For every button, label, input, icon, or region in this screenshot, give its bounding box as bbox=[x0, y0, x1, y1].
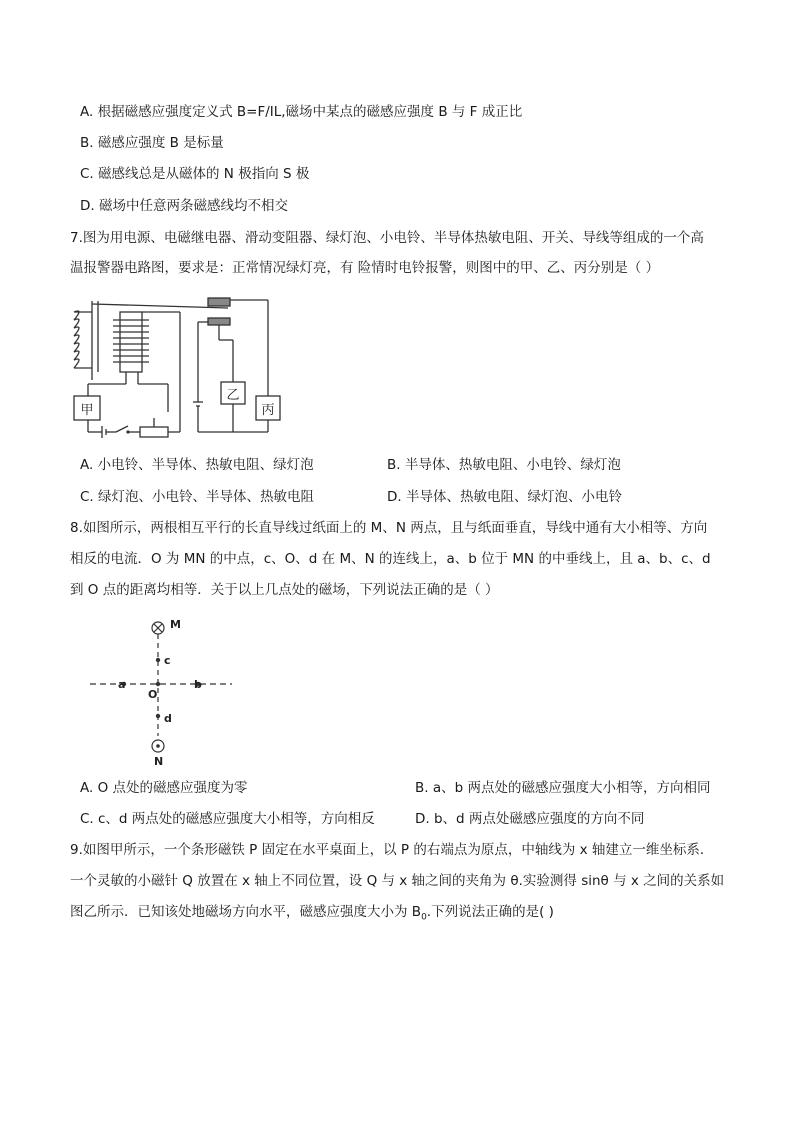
label-n: N bbox=[154, 755, 164, 768]
q6-option-c: C. 磁感线总是从磁体的 N 极指向 S 极 bbox=[80, 166, 310, 182]
q8-stem-line-1: 8.如图所示，两根相互平行的长直导线过纸面上的 M、N 两点，且与纸面垂直，导线中通有大小相等、方向 bbox=[70, 520, 708, 536]
q6-option-d: D. 磁场中任意两条磁感线均不相交 bbox=[80, 198, 288, 214]
q9-stem-line-2: 一个灵敏的小磁针 Q 放置在 x 轴上不同位置，设 Q 与 x 轴之间的夹角为 θ.实验测得 sinθ 与 x 之间的关系如 bbox=[70, 873, 725, 889]
label-a: a bbox=[118, 678, 126, 691]
q9-b0-subscript: 0 bbox=[421, 912, 427, 923]
q8-option-b: B. a、b 两点处的磁感应强度大小相等，方向相同 bbox=[415, 780, 711, 796]
label-c: c bbox=[164, 654, 171, 667]
label-o: O bbox=[148, 688, 158, 701]
q8-magnetic-field-diagram bbox=[86, 612, 236, 770]
q6-option-b: B. 磁感应强度 B 是标量 bbox=[80, 135, 224, 151]
q7-stem-line-2: 温报警器电路图，要求是：正常情况绿灯亮，有 险情时电铃报警，则图中的甲、乙、丙分别是（ ） bbox=[70, 260, 660, 276]
label-b: b bbox=[194, 678, 202, 691]
q8-option-d: D. b、d 两点处磁感应强度的方向不同 bbox=[415, 811, 645, 827]
label-bing: 丙 bbox=[261, 403, 275, 418]
q8-stem-line-2: 相反的电流．O 为 MN 的中点，c、O、d 在 M、N 的连线上，a、b 位于 MN 的中垂线上，且 a、b、c、d bbox=[70, 551, 711, 567]
label-d: d bbox=[164, 712, 172, 725]
q7-option-d: D. 半导体、热敏电阻、绿灯泡、小电铃 bbox=[387, 489, 622, 505]
q9-stem-line-3-text: 图乙所示．已知该处地磁场方向水平，磁感应强度大小为 B bbox=[70, 904, 422, 920]
q9-stem-line-3-end: .下列说法正确的是( ) bbox=[426, 904, 554, 920]
q9-stem-line-3 bbox=[70, 902, 554, 928]
q8-option-a: A. O 点处的磁感应强度为零 bbox=[80, 780, 248, 796]
q7-option-b: B. 半导体、热敏电阻、小电铃、绿灯泡 bbox=[387, 457, 621, 473]
q7-stem-line-1: 7.图为用电源、电磁继电器、滑动变阻器、绿灯泡、小电铃、半导体热敏电阻、开关、导线等组成的一个高 bbox=[70, 230, 704, 246]
q7-circuit-diagram bbox=[68, 292, 290, 444]
label-yi: 乙 bbox=[226, 388, 240, 403]
q6-option-a: A. 根据磁感应强度定义式 B=F/IL,磁场中某点的磁感应强度 B 与 F 成正比 bbox=[80, 104, 523, 120]
q7-option-c: C. 绿灯泡、小电铃、半导体、热敏电阻 bbox=[80, 489, 315, 505]
q7-option-a: A. 小电铃、半导体、热敏电阻、绿灯泡 bbox=[80, 457, 314, 473]
label-jia: 甲 bbox=[80, 403, 94, 418]
label-m: M bbox=[170, 618, 181, 631]
q8-option-c: C. c、d 两点处的磁感应强度大小相等，方向相反 bbox=[80, 811, 375, 827]
q8-stem-line-3: 到 O 点的距离均相等．关于以上几点处的磁场，下列说法正确的是（ ） bbox=[70, 582, 499, 598]
q9-stem-line-1: 9.如图甲所示，一个条形磁铁 P 固定在水平桌面上，以 P 的右端点为原点，中轴线为 x 轴建立一维坐标系． bbox=[70, 842, 714, 858]
